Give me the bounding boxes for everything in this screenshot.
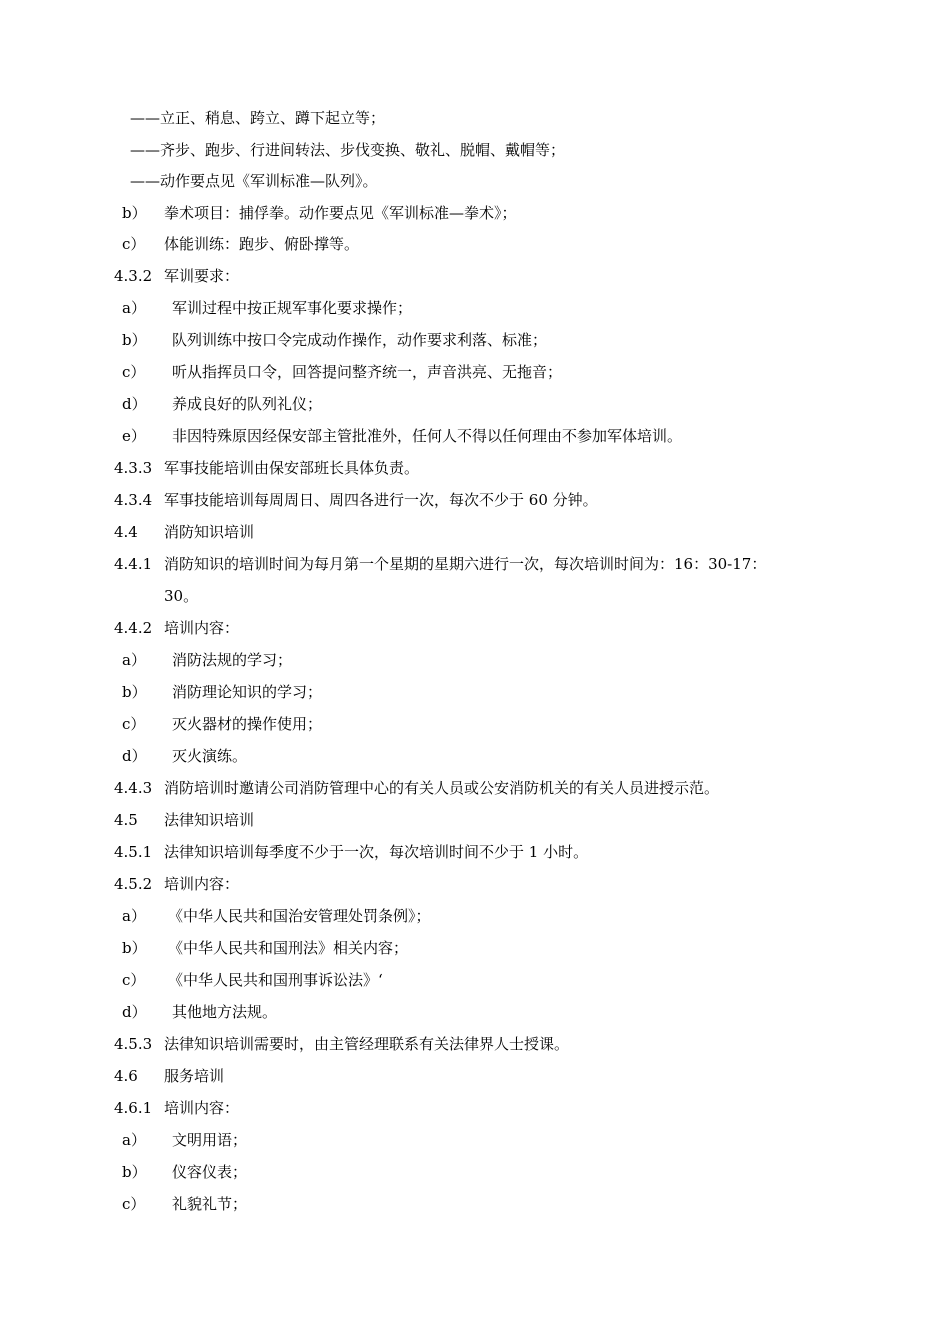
item-marker: b） <box>122 1163 147 1181</box>
line-text: 军训要求： <box>164 267 240 285</box>
section-number: 4.4.3 <box>114 779 153 797</box>
item-marker: a） <box>122 651 146 669</box>
line-text: 消防理论知识的学习； <box>172 683 323 701</box>
line-text: 非因特殊原因经保安部主管批准外，任何人不得以任何理由不参加军体培训。 <box>172 427 683 445</box>
line-text: 法律知识培训需要时，由主管经理联系有关法律界人士授课。 <box>164 1035 570 1053</box>
section-number: 4.5.2 <box>114 875 153 893</box>
item-marker: c） <box>122 1195 146 1213</box>
line-text: 听从指挥员口令，回答提问整齐统一，声音洪亮、无拖音； <box>172 363 563 381</box>
section-number: 4.4.1 <box>114 555 153 573</box>
line-text: 30。 <box>164 587 199 605</box>
line-text: 拳术项目：捕俘拳。动作要点见《军训标准—拳术》； <box>164 204 517 222</box>
item-marker: d） <box>122 1003 147 1021</box>
line-text: 体能训练：跑步、俯卧撑等。 <box>164 235 360 253</box>
item-marker: b） <box>122 204 147 222</box>
line-text: 《中华人民共和国刑法》相关内容； <box>168 939 409 957</box>
line-text: 法律知识培训每季度不少于一次，每次培训时间不少于 1 小时。 <box>164 843 589 861</box>
section-number: 4.5.1 <box>114 843 153 861</box>
line-text: 培训内容： <box>164 619 240 637</box>
section-number: 4.5.3 <box>114 1035 153 1053</box>
line-text: 消防知识的培训时间为每月第一个星期的星期六进行一次，每次培训时间为：16：30-17： <box>164 555 767 573</box>
item-marker: b） <box>122 939 147 957</box>
section-number: 4.6.1 <box>114 1099 153 1117</box>
item-marker: d） <box>122 747 147 765</box>
line-text: 法律知识培训 <box>164 811 255 829</box>
line-text: 《中华人民共和国治安管理处罚条例》； <box>168 907 431 925</box>
line-text: 灭火演练。 <box>172 747 248 765</box>
line-text: 灭火器材的操作使用； <box>172 715 323 733</box>
item-marker: e） <box>122 427 146 445</box>
item-marker: a） <box>122 299 146 317</box>
item-marker: c） <box>122 971 146 989</box>
line-text: 文明用语； <box>172 1131 248 1149</box>
line-text: 《中华人民共和国刑事诉讼法》‘ <box>168 971 383 989</box>
line-text: 军事技能培训每周周日、周四各进行一次，每次不少于 60 分钟。 <box>164 491 598 509</box>
item-marker: a） <box>122 1131 146 1149</box>
line-text: 消防培训时邀请公司消防管理中心的有关人员或公安消防机关的有关人员进授示范。 <box>164 779 720 797</box>
item-marker: d） <box>122 395 147 413</box>
line-text: 消防知识培训 <box>164 523 255 541</box>
section-number: 4.3.4 <box>114 491 153 509</box>
line-text: 其他地方法规。 <box>172 1003 278 1021</box>
section-number: 4.4 <box>114 523 138 541</box>
item-marker: c） <box>122 235 146 253</box>
section-number: 4.4.2 <box>114 619 153 637</box>
line-text: ——动作要点见《军训标准—队列》。 <box>130 172 378 190</box>
item-marker: b） <box>122 683 147 701</box>
line-text: 消防法规的学习； <box>172 651 293 669</box>
line-text: 军训过程中按正规军事化要求操作； <box>172 299 413 317</box>
line-text: 养成良好的队列礼仪； <box>172 395 323 413</box>
section-number: 4.3.2 <box>114 267 153 285</box>
line-text: ——立正、稍息、跨立、蹲下起立等； <box>130 109 386 127</box>
line-text: ——齐步、跑步、行进间转法、步伐变换、敬礼、脱帽、戴帽等； <box>130 141 566 159</box>
item-marker: c） <box>122 363 146 381</box>
item-marker: b） <box>122 331 147 349</box>
section-number: 4.5 <box>114 811 138 829</box>
item-marker: c） <box>122 715 146 733</box>
section-number: 4.6 <box>114 1067 138 1085</box>
line-text: 仪容仪表； <box>172 1163 248 1181</box>
line-text: 礼貌礼节； <box>172 1195 248 1213</box>
line-text: 队列训练中按口令完成动作操作，动作要求利落、标准； <box>172 331 548 349</box>
line-text: 服务培训 <box>164 1067 225 1085</box>
line-text: 军事技能培训由保安部班长具体负责。 <box>164 459 420 477</box>
item-marker: a） <box>122 907 146 925</box>
section-number: 4.3.3 <box>114 459 153 477</box>
line-text: 培训内容： <box>164 1099 240 1117</box>
line-text: 培训内容： <box>164 875 240 893</box>
